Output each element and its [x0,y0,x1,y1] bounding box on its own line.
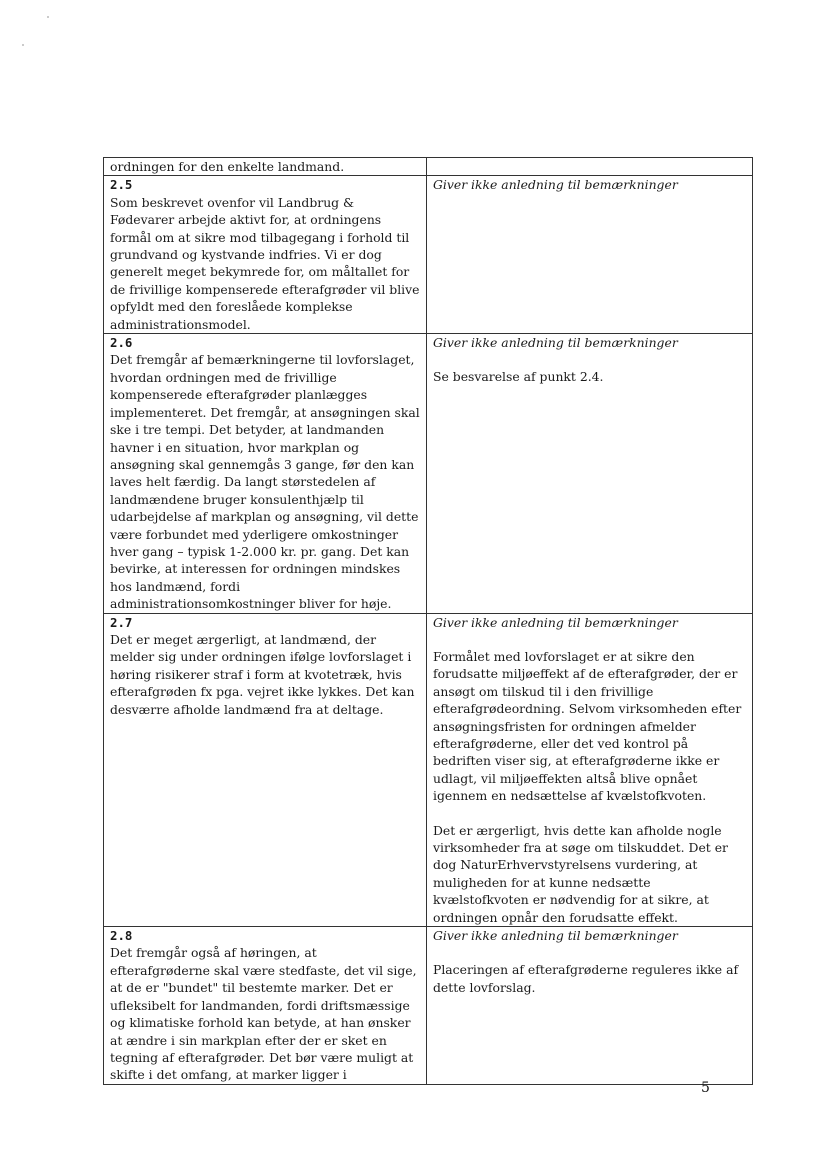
section-number: 2.7 [110,614,133,630]
section-number: 2.8 [110,928,133,944]
response-verdict: Giver ikke anledning til bemærkninger [433,928,678,944]
section-number: 2.5 [110,177,133,193]
comment-cell [104,158,427,176]
table-row [104,334,753,614]
comment-cell [104,334,427,614]
comment-text: Det er meget ærgerligt, at landmænd, der melder sig under ordningen ifølge lovforslaget i høring risikerer straf i form at kvotetræk, hvis efterafgrøden fx pga. vejret ikke lykkes. Det kan desværre afholde landmænd fra at deltage. [110,631,415,717]
response-paragraph: Se besvarelse af punkt 2.4. [433,369,604,385]
table-row [104,927,753,1085]
comment-cell [104,613,427,927]
response-verdict: Giver ikke anledning til bemærkninger [433,177,678,193]
scan-speck [47,16,49,18]
response-verdict: Giver ikke anledning til bemærkninger [433,335,678,351]
response-cell [427,334,753,614]
response-cell [427,613,753,927]
comment-text: Som beskrevet ovenfor vil Landbrug & Fødevarer arbejde aktivt for, at ordningens formål om at sikre mod tilbagegang i forhold til grundvand og kystvande indfries. Vi er dog generelt meget bekymrede for, om måltallet for de frivillige kompenserede efterafgrøder vil blive opfyldt med den foreslåede komplekse administrationsmodel. [110,194,420,332]
comment-text: ordningen for den enkelte landmand. [110,159,345,174]
table-row [104,158,753,176]
response-paragraph: Formålet med lovforslaget er at sikre den forudsatte miljøeffekt af de efterafgrøder, der er ansøgt om tilskud til i den frivillige efterafgrødeordning. Selvom virksomheden efter ansøgningsfristen for ordningen afmelder efterafgrøderne, eller det ved kontrol på bedriften viser sig, at efterafgrøderne ikke er udlagt, vil miljøeffekten altså blive opnået igennem en nedsættelse af kvælstofkvoten. [433,648,742,804]
comment-cell [104,176,427,334]
page-number: 5 [701,1080,710,1096]
response-verdict: Giver ikke anledning til bemærkninger [433,614,678,630]
table-row [104,176,753,334]
response-cell [427,176,753,334]
comment-cell [104,927,427,1085]
scan-speck [22,44,24,46]
comment-text: Det fremgår også af høringen, at efterafgrøderne skal være stedfaste, det vil sige, at de er "bundet" til bestemte marker. Det er ufleksibelt for landmanden, fordi driftsmæssige og klimatiske forhold kan betyde, at han ønsker at ændre i sin markplan efter der er sket en tegning af efterafgrøder. Det bør være muligt at skifte i det omfang, at marker ligger i [110,945,417,1083]
response-cell [427,927,753,1085]
response-paragraph: Placeringen af efterafgrøderne reguleres ikke af dette lovforslag. [433,962,739,995]
section-number: 2.6 [110,335,133,351]
response-paragraph: Det er ærgerligt, hvis dette kan afholde nogle virksomheder fra at søge om tilskuddet. Det er dog NaturErhvervstyrelsens vurdering, at muligheden for at kunne nedsætte kvælstofkvoten er nødvendig for at sikre, at ordningen opnår den forudsatte effekt. [433,822,728,925]
response-cell [427,158,753,176]
hearing-response-table [103,157,753,1085]
table-row [104,613,753,927]
comment-text: Det fremgår af bemærkningerne til lovforslaget, hvordan ordningen med de frivillige kompenserede efterafgrøder planlægges implementeret. Det fremgår, at ansøgningen skal ske i tre tempi. Det betyder, at landmanden havner i en situation, hvor markplan og ansøgning skal gennemgås 3 gange, før den kan laves helt færdig. Da langt størstedelen af landmændene bruger konsulenthjælp til udarbejdelse af markplan og ansøgning, vil dette være forbundet med yderligere omkostninger hver gang – typisk 1-2.000 kr. pr. gang. Det kan bevirke, at interessen for ordningen mindskes hos landmænd, fordi administrationsomkostninger bliver for høje. [110,352,420,612]
